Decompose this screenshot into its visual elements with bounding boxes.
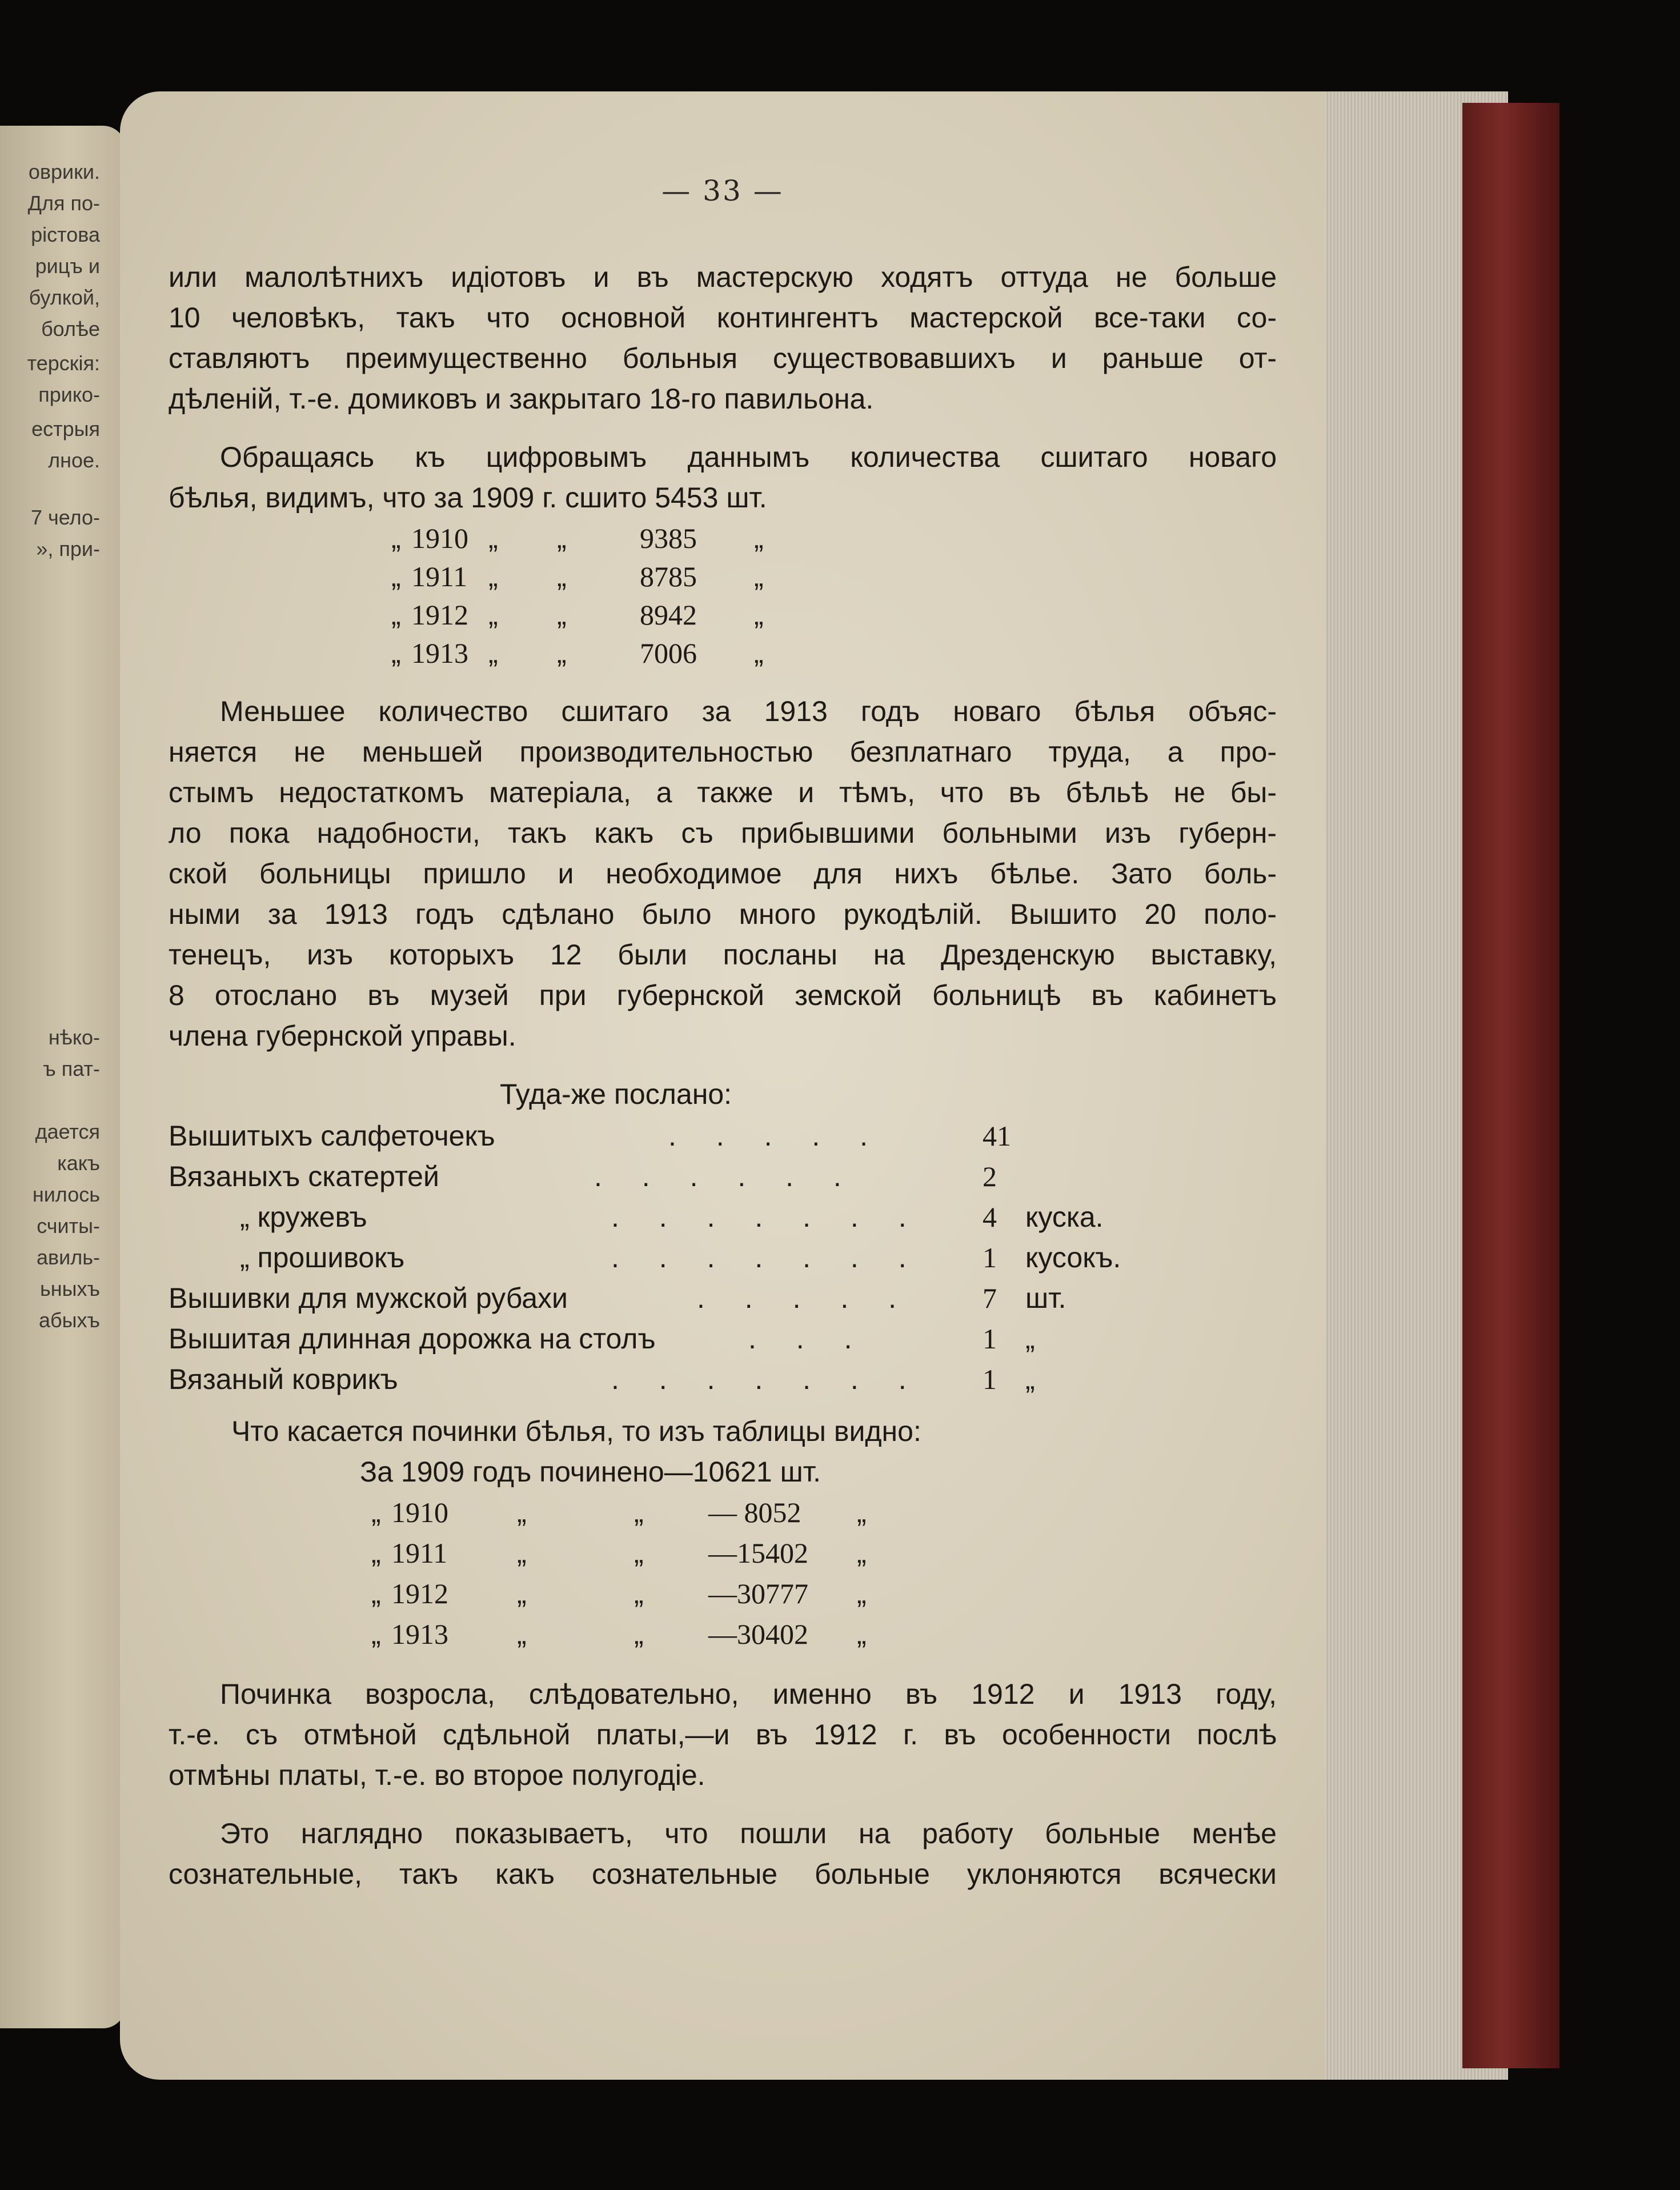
repair-row-ditto: „	[371, 1537, 381, 1569]
paragraph-line: сознательные, такъ какъ сознательные больные уклоняются всячески	[169, 1858, 1277, 1890]
repair-row-count: —30402	[708, 1618, 808, 1650]
sent-item-unit: „	[1025, 1363, 1035, 1395]
sewn-row-year: 1910	[411, 522, 468, 554]
sent-item-qty: 7	[983, 1282, 997, 1314]
repair-row-count: — 8052	[708, 1496, 801, 1528]
sewn-row-ditto: „	[557, 637, 567, 669]
page-number: — 33 —	[661, 174, 784, 207]
left-page-fragment: оврики.	[28, 160, 100, 183]
sewn-row-ditto: „	[391, 599, 401, 631]
paragraph-line: дѣленій, т.-е. домиковъ и закрытаго 18-го павильона.	[169, 383, 874, 415]
left-page-fragment: естрыя	[31, 417, 100, 441]
sent-item-name: Вязаныхъ скатертей	[169, 1160, 439, 1192]
sewn-row-ditto: „	[488, 560, 498, 592]
paragraph-line: няется не меньшей производительностью безплатнаго труда, а про-	[169, 736, 1277, 768]
left-page-fragment: считы-	[37, 1214, 100, 1238]
paragraph-line: бѣлья, видимъ, что за 1909 г. сшито 5453 шт.	[169, 482, 767, 514]
left-page-fragment: », при-	[36, 537, 100, 560]
repair-row-ditto: „	[857, 1496, 867, 1528]
paragraph-line: стымъ недостаткомъ матеріала, а также и тѣмъ, что въ бѣльѣ не бы-	[169, 776, 1277, 808]
left-page-fragment: ьныхъ	[39, 1277, 100, 1300]
paragraph-line: отмѣны платы, т.-е. во второе полугодіе.	[169, 1759, 705, 1791]
left-page-fragment: болѣе	[41, 317, 100, 341]
repair-row-ditto: „	[517, 1537, 527, 1569]
sent-item-unit: шт.	[1025, 1282, 1066, 1314]
sent-item-leader: . . . . . . .	[611, 1242, 923, 1274]
sewn-row-ditto: „	[557, 560, 567, 592]
repair-row-year: 1910	[391, 1496, 448, 1528]
sewn-row-ditto: „	[488, 637, 498, 669]
sewn-row-year: 1912	[411, 599, 468, 631]
sent-item-name: „ прошивокъ	[240, 1242, 405, 1274]
repair-row-ditto: „	[857, 1537, 867, 1569]
book-cover	[1462, 103, 1559, 2068]
left-page-fragment: нилось	[32, 1183, 100, 1206]
paragraph-line: 10 человѣкъ, такъ что основной контингентъ мастерской все-таки со-	[169, 302, 1277, 334]
sewn-row-ditto: „	[391, 522, 401, 554]
sent-item-qty: 2	[983, 1160, 997, 1192]
left-page-fragment: ъ пат-	[43, 1057, 100, 1080]
sent-item-unit: куска.	[1025, 1201, 1104, 1233]
sent-item-leader: . . . . . . .	[611, 1201, 923, 1233]
paragraph-line: Починка возросла, слѣдовательно, именно въ 1912 и 1913 году,	[220, 1678, 1277, 1710]
repair-row-ditto: „	[634, 1496, 644, 1528]
left-page-fragment: какъ	[57, 1151, 100, 1175]
left-page-fragment: Для по-	[27, 191, 100, 215]
left-page-fragment: абыхъ	[38, 1308, 100, 1332]
left-page-fragment: рістова	[31, 223, 100, 246]
left-page-edge	[0, 126, 126, 2028]
left-page-fragment: нѣко-	[48, 1026, 100, 1049]
sewn-row-ditto: „	[391, 637, 401, 669]
left-page-fragment: лное.	[48, 449, 100, 472]
repair-row-ditto: „	[634, 1537, 644, 1569]
repair-row-ditto: „	[517, 1496, 527, 1528]
left-page-fragment: авиль-	[36, 1246, 100, 1269]
sewn-row-count: 9385	[640, 522, 697, 554]
paragraph-line: ской больницы пришло и необходимое для нихъ бѣлье. Зато боль-	[169, 858, 1277, 890]
sent-item-qty: 41	[983, 1120, 1011, 1152]
sewn-row-count: 8942	[640, 599, 697, 631]
sewn-row-ditto: „	[488, 522, 498, 554]
sent-item-leader: . . . . .	[697, 1282, 913, 1314]
sent-item-qty: 4	[983, 1201, 997, 1233]
repair-row-year: 1913	[391, 1618, 448, 1650]
book-page	[120, 91, 1325, 2080]
paragraph-line: 8 отослано въ музей при губернской земской больницѣ въ кабинетъ	[169, 979, 1277, 1011]
sewn-row-ditto: „	[488, 599, 498, 631]
paragraph-line: Это наглядно показываетъ, что пошли на работу больные менѣе	[220, 1817, 1277, 1849]
sewn-row-ditto: „	[391, 560, 401, 592]
sent-item-name: „ кружевъ	[240, 1201, 367, 1233]
repair-row-ditto: „	[634, 1618, 644, 1650]
left-page-fragment: рицъ и	[35, 254, 100, 278]
sewn-row-count: 8785	[640, 560, 697, 592]
repair-row-year: 1912	[391, 1578, 448, 1610]
repair-row-ditto: „	[371, 1578, 381, 1610]
paragraph-line: Меньшее количество сшитаго за 1913 годъ новаго бѣлья объяс-	[220, 695, 1277, 727]
sent-item-name: Вышитыхъ салфеточекъ	[169, 1120, 495, 1152]
sent-item-unit: „	[1025, 1323, 1035, 1355]
repair-intro: Что касается починки бѣлья, то изъ таблицы видно:	[231, 1415, 921, 1447]
left-page-fragment: 7 чело-	[30, 506, 100, 529]
sewn-row-year: 1913	[411, 637, 468, 669]
sent-item-leader: . . . . . .	[594, 1160, 857, 1192]
repair-first-row: За 1909 годъ починено—10621 шт.	[360, 1456, 821, 1488]
sent-item-name: Вышивки для мужской рубахи	[169, 1282, 568, 1314]
paragraph-line: ло пока надобности, такъ какъ съ прибывшими больными изъ губерн-	[169, 817, 1277, 849]
paragraph-line: или малолѣтнихъ идіотовъ и въ мастерскую ходятъ оттуда не больше	[169, 261, 1277, 293]
repair-row-ditto: „	[857, 1578, 867, 1610]
left-page-fragment: дается	[35, 1120, 100, 1143]
left-page-fragment: терскія:	[27, 351, 100, 375]
paragraph-line: ставляютъ преимущественно больныя существовавшихъ и раньше от-	[169, 342, 1277, 374]
paragraph-line: члена губернской управы.	[169, 1020, 516, 1052]
repair-row-count: —30777	[708, 1578, 808, 1610]
paragraph-line: тенецъ, изъ которыхъ 12 были посланы на Дрезденскую выставку,	[169, 939, 1277, 971]
sent-item-qty: 1	[983, 1242, 997, 1274]
sent-item-unit: кусокъ.	[1025, 1242, 1121, 1274]
sent-item-name: Вышитая длинная дорожка на столъ	[169, 1323, 656, 1355]
sewn-row-ditto: „	[754, 560, 764, 592]
repair-row-ditto: „	[517, 1578, 527, 1610]
repair-row-year: 1911	[391, 1537, 448, 1569]
paragraph-line: т.-е. съ отмѣной сдѣльной платы,—и въ 1912 г. въ особенности послѣ	[169, 1719, 1277, 1751]
sewn-row-ditto: „	[754, 522, 764, 554]
left-page-fragment: булкой,	[29, 286, 100, 309]
sewn-row-year: 1911	[411, 560, 468, 592]
sent-item-leader: . . .	[748, 1323, 868, 1355]
repair-row-count: —15402	[708, 1537, 808, 1569]
sent-item-qty: 1	[983, 1363, 997, 1395]
sewn-row-ditto: „	[557, 599, 567, 631]
sewn-row-ditto: „	[557, 522, 567, 554]
repair-row-ditto: „	[517, 1618, 527, 1650]
paragraph-line: ными за 1913 годъ сдѣлано было много рукодѣлій. Вышито 20 поло-	[169, 898, 1277, 930]
sewn-row-ditto: „	[754, 599, 764, 631]
sewn-row-count: 7006	[640, 637, 697, 669]
sent-item-qty: 1	[983, 1323, 997, 1355]
sent-item-name: Вязаный коврикъ	[169, 1363, 398, 1395]
paragraph-line: Обращаясь къ цифровымъ даннымъ количества сшитаго новаго	[220, 441, 1277, 473]
sent-heading: Туда-же послано:	[500, 1078, 732, 1110]
repair-row-ditto: „	[857, 1618, 867, 1650]
repair-row-ditto: „	[371, 1496, 381, 1528]
sewn-row-ditto: „	[754, 637, 764, 669]
left-page-fragment: прико-	[38, 383, 100, 406]
sent-item-leader: . . . . .	[668, 1120, 884, 1152]
sent-item-leader: . . . . . . .	[611, 1363, 923, 1395]
repair-row-ditto: „	[634, 1578, 644, 1610]
repair-row-ditto: „	[371, 1618, 381, 1650]
